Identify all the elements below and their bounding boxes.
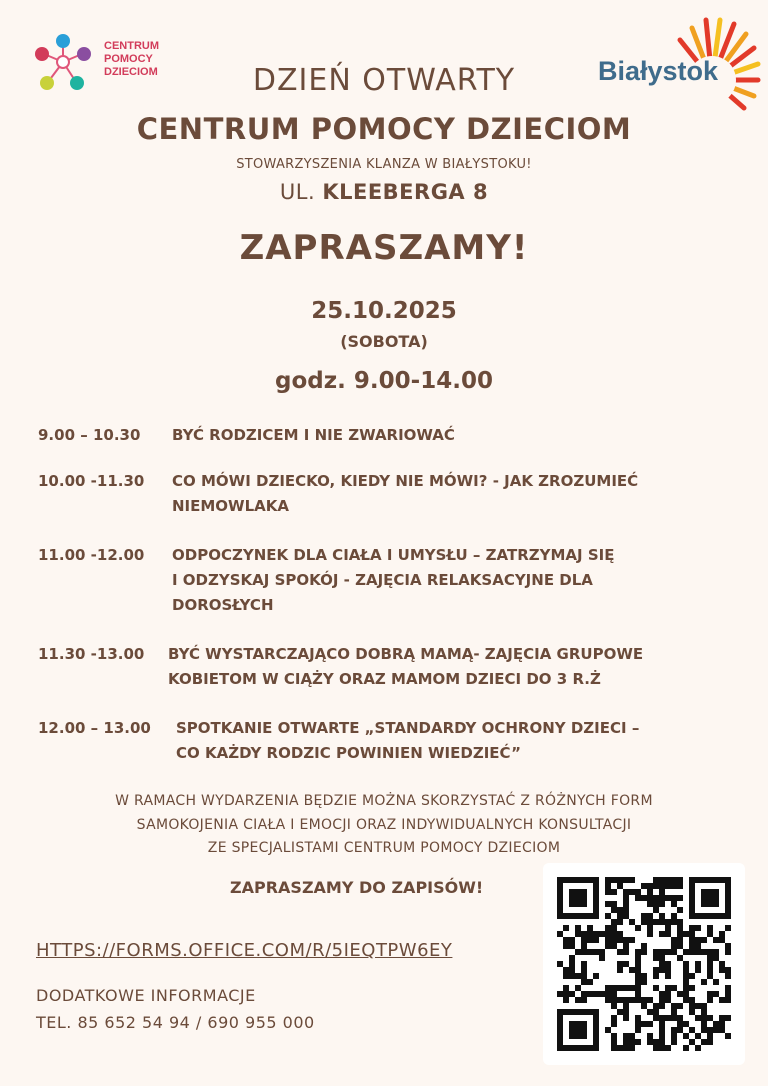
schedule-line: BYĆ WYSTARCZAJĄCO DOBRĄ MAMĄ- ZAJĘCIA GRUPOWE [168,645,644,663]
schedule-line: SPOTKANIE OTWARTE „STANDARDY OCHRONY DZIECI – [176,719,640,737]
signup-link[interactable]: HTTPS://FORMS.OFFICE.COM/R/5IEQTPW6EY [36,940,453,961]
schedule-desc [172,423,455,448]
schedule-time: 12.00 – 13.00 [38,719,151,737]
schedule-line: DOROSŁYCH [172,596,274,614]
schedule-time: 9.00 – 10.30 [38,426,141,444]
note-line: ZE SPECJALISTAMI CENTRUM POMOCY DZIECIOM [207,840,561,856]
schedule-line: CO MÓWI DZIECKO, KIEDY NIE MÓWI? - JAK ZROZUMIEĆ [172,472,639,490]
schedule-time: 11.30 -13.00 [38,645,145,663]
event-date: 25.10.2025 [311,298,457,324]
qr-code[interactable] [543,863,745,1065]
street-name: KLEEBERGA 8 [322,180,489,204]
logo-line: POMOCY [104,53,153,65]
schedule-desc [168,642,643,692]
schedule-desc [176,716,639,766]
schedule-line: CO KAŻDY RODZIC POWINIEN WIEDZIEĆ” [176,744,521,762]
schedule-line: ODPOCZYNEK DLA CIAŁA I UMYSŁU – ZATRZYMAJ SIĘ [172,546,615,564]
event-weekday: (SOBOTA) [340,332,428,351]
schedule-desc [172,469,638,519]
address [0,180,768,204]
schedule-time: 11.00 -12.00 [38,546,145,564]
schedule-line: NIEMOWLAKA [172,497,290,515]
schedule-line: KOBIETOM W CIĄŻY ORAZ MAMOM DZIECI DO 3 R.Ż [168,670,601,688]
schedule-line: BYĆ RODZICEM I NIE ZWARIOWAĆ [172,426,455,444]
event-subtitle: DZIEŃ OTWARTY [252,63,516,98]
schedule-line: I ODZYSKAJ SPOKÓJ - ZAJĘCIA RELAKSACYJNE DLA [172,571,593,589]
logo-line: CENTRUM [104,40,159,52]
qr-code-icon [543,863,745,1065]
note-line: W RAMACH WYDARZENIA BĘDZIE MOŻNA SKORZYSTAĆ Z RÓŻNYCH FORM [115,793,653,809]
schedule-time: 10.00 -11.30 [38,472,145,490]
city-name: Białystok [598,56,719,86]
event-note [0,790,768,861]
page-title: CENTRUM POMOCY DZIECIOM [136,112,632,146]
street-prefix: UL. [279,180,316,204]
contact-phone: TEL. 85 652 54 94 / 690 955 000 [36,1013,315,1032]
signup-heading: ZAPRASZAMY DO ZAPISÓW! [230,878,484,897]
invite-heading: ZAPRASZAMY! [239,228,529,268]
logo-line: DZIECIOM [104,66,158,78]
contact-heading: DODATKOWE INFORMACJE [36,986,256,1005]
association-name: STOWARZYSZENIA KLANZA W BIAŁYSTOKU! [236,157,532,172]
event-hours: godz. 9.00-14.00 [275,368,493,394]
schedule-desc [172,543,614,618]
note-line: SAMOKOJENIA CIAŁA I EMOCJI ORAZ INDYWIDUALNYCH KONSULTACJI [136,816,632,833]
